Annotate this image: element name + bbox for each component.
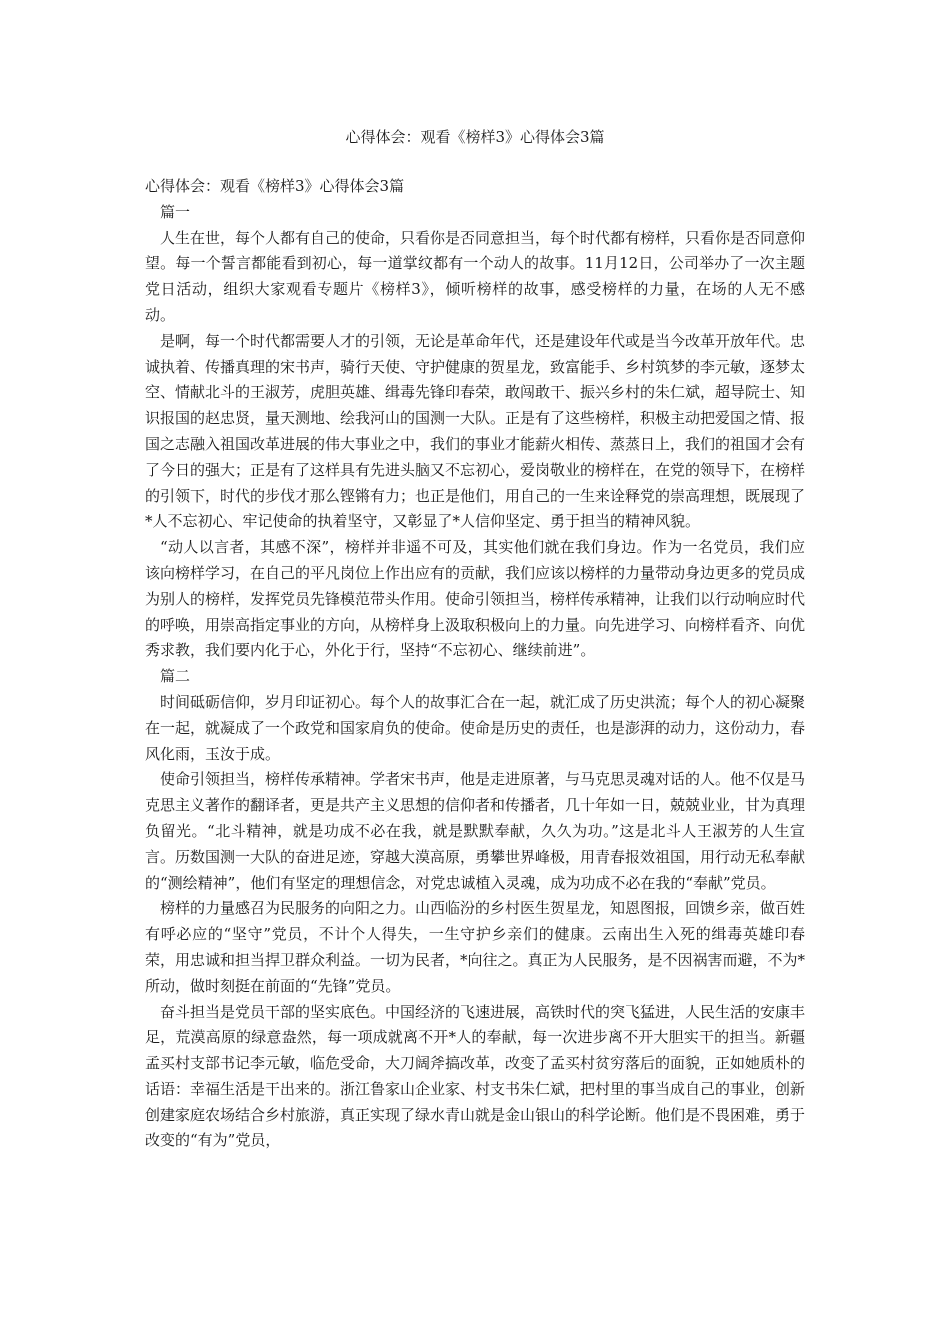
section-heading-2: 篇二 [160,667,191,686]
paragraph: 奋斗担当是党员干部的坚实底色。中国经济的飞速进展，高铁时代的突飞猛进，人民生活的安康丰足，荒漠高原的绿意盎然，每一项成就离不开*人的奉献，每一次进步离不开大胆实干的担当。新疆孟买村支部书记李元敏，临危受命，大刀阔斧搞改革，改变了孟买村贫穷落后的面貌，正如她质朴的话语：幸福生活是干出来的。浙江鲁家山企业家、村支书朱仁斌，把村里的事当成自己的事业，创新创建家庭农场结合乡村旅游，真正实现了绿水青山就是金山银山的科学论断。他们是不畏困难，勇于改变的“有为”党员， [145,1002,806,1150]
paragraph: 是啊，每一个时代都需要人才的引领，无论是革命年代，还是建设年代或是当今改革开放年代。忠诚执着、传播真理的宋书声，骑行天使、守护健康的贺星龙，致富能手、乡村筑梦的李元敏，逐梦太空、情献北斗的王淑芳，虎胆英雄、缉毒先锋印春荣，敢闯敢干、振兴乡村的朱仁斌，超导院士、知识报国的赵忠贤，量天测地、绘我河山的国测一大队。正是有了这些榜样，积极主动把爱国之情、报国之志融入祖国改革进展的伟大事业之中，我们的事业才能薪火相传、蒸蒸日上，我们的祖国才会有了今日的强大；正是有了这样具有先进头脑又不忘初心，爱岗敬业的榜样在，在党的领导下，在榜样的引领下，时代的步伐才那么铿锵有力；也正是他们，用自己的一生来诠释党的崇高理想，既展现了*人不忘初心、牢记使命的执着坚守，又彰显了*人信仰坚定、勇于担当的精神风貌。 [145,331,806,531]
paragraph: 人生在世，每个人都有自己的使命，只看你是否同意担当，每个时代都有榜样，只看你是否同意仰望。每一个誓言都能看到初心，每一道掌纹都有一个动人的故事。11月12日，公司举办了一次主题党日活动，组织大家观看专题片《榜样3》，倾听榜样的故事，感受榜样的力量，在场的人无不感动。 [145,228,806,324]
paragraph: 使命引领担当，榜样传承精神。学者宋书声，他是走进原著，与马克思灵魂对话的人。他不仅是马克思主义著作的翻译者，更是共产主义思想的信仰者和传播者，几十年如一日，兢兢业业，甘为真理负留光。“北斗精神，就是功成不必在我，就是默默奉献，久久为功。”这是北斗人王淑芳的人生宣言。历数国测一大队的奋进足迹，穿越大漠高原，勇攀世界峰极，用青春报效祖国，用行动无私奉献的“测绘精神”，他们有坚定的理想信念，对党忠诚植入灵魂，成为功成不必在我的“奉献”党员。 [145,770,806,892]
document-body [145,174,805,1154]
paragraph: “动人以言者，其感不深”，榜样并非遥不可及，其实他们就在我们身边。作为一名党员，我们应该向榜样学习，在自己的平凡岗位上作出应有的贡献，我们应该以榜样的力量带动身边更多的党员成为别人的榜样，发挥党员先锋模范带头作用。使命引领担当，榜样传承精神，让我们以行动响应时代的呼唤，用崇高指定事业的方向，从榜样身上汲取积极向上的力量。向先进学习、向榜样看齐、向优秀求教，我们要内化于心，外化于行，坚持“不忘初心、继续前进”。 [145,538,806,660]
section-heading-1: 篇一 [160,202,191,221]
paragraph: 时间砥砺信仰，岁月印证初心。每个人的故事汇合在一起，就汇成了历史洪流；每个人的初心凝聚在一起，就凝成了一个政党和国家肩负的使命。使命是历史的责任，也是澎湃的动力，这份动力，春风化雨，玉汝于成。 [145,692,806,763]
document-title: 心得体会：观看《榜样3》心得体会3篇 [345,128,605,146]
paragraph: 榜样的力量感召为民服务的向阳之力。山西临汾的乡村医生贺星龙，知恩图报，回馈乡亲，做百姓有呼必应的“坚守”党员，不计个人得失，一生守护乡亲们的健康。云南出生入死的缉毒英雄印春荣，用忠诚和担当捍卫群众利益。一切为民者，*向往之。真正为人民服务，是不因祸害而避，不为*所动，做时刻挺在前面的“先锋”党员。 [145,899,806,995]
document-subtitle: 心得体会：观看《榜样3》心得体会3篇 [145,177,405,195]
